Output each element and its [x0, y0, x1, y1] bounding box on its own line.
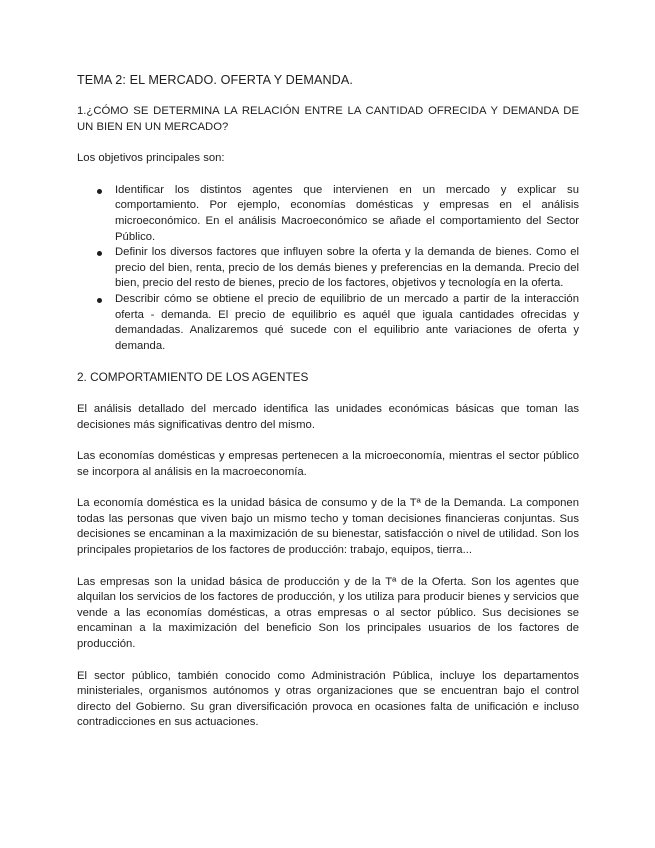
- objectives-intro: Los objetivos principales son:: [77, 152, 225, 165]
- list-item-text: Definir los diversos factores que influyen sobre la oferta y la demanda de bienes. Como el precio del bien, renta, precio de los demás bienes y preferencias en la demanda. Precio del bien, precio del resto de bienes, precio de los factores, objetivos y tecnología en la oferta.: [115, 246, 579, 290]
- list-item: [77, 183, 579, 245]
- paragraph: Las empresas son la unidad básica de producción y de la Tª de la Oferta. Son los agentes que alquilan los servicios de los factores de producción, y los utiliza para producir bienes y servicios que vende a las economías domésticas, a otras empresas o al sector público. Sus decisiones se encaminan a la maximización del beneficio Son los principales usuarios de los factores de producción.: [77, 575, 579, 651]
- document-title: TEMA 2: EL MERCADO. OFERTA Y DEMANDA.: [77, 73, 353, 87]
- bullet-icon: [97, 189, 102, 194]
- bullet-icon: [97, 251, 102, 256]
- list-item-text: Describir cómo se obtiene el precio de equilibrio de un mercado a partir de la interacción oferta - demanda. El precio de equilibrio es aquél que iguala cantidades ofrecidas y demandadas. Analizaremos qué sucede con el equilibrio ante variaciones de oferta y demanda.: [115, 292, 579, 352]
- paragraph: El sector público, también conocido como Administración Pública, incluye los departamentos ministeriales, organismos autónomos y otras organizaciones que se encuentran bajo el control directo del Gobierno. Su gran diversificación provoca en ocasiones falta de unificación e incluso contradicciones en sus actuaciones.: [77, 669, 579, 729]
- paragraph: Las economías domésticas y empresas pertenecen a la microeconomía, mientras el sector público se incorpora al análisis en la macroeconomía.: [77, 450, 579, 478]
- document-page: [77, 72, 579, 747]
- list-item-text: Identificar los distintos agentes que intervienen en un mercado y explicar su comportamiento. Por ejemplo, economías domésticas y empresas en el análisis microeconómico. En el análisis Macroeconómico se añade el comportamiento del Sector Público.: [115, 183, 579, 243]
- bullet-icon: [97, 298, 102, 303]
- list-item: [77, 245, 579, 292]
- paragraph: La economía doméstica es la unidad básica de consumo y de la Tª de la Demanda. La componen todas las personas que viven bajo un mismo techo y toman decisiones financieras conjuntas. Sus decisiones se encaminan a la maximización de su bienestar, satisfacción o nivel de utilidad. Son los principales propietarios de los factores de producción: trabajo, equipos, tierra...: [77, 497, 579, 557]
- section-2-heading: 2. COMPORTAMIENTO DE LOS AGENTES: [77, 370, 309, 385]
- list-item: [77, 292, 579, 354]
- paragraph: El análisis detallado del mercado identifica las unidades económicas básicas que toman las decisiones más significativas dentro del mismo.: [77, 402, 579, 431]
- section-1-heading: 1.¿CÓMO SE DETERMINA LA RELACIÓN ENTRE LA CANTIDAD OFRECIDA Y DEMANDA DE UN BIEN EN UN MERCADO?: [77, 105, 579, 133]
- objectives-list: [77, 183, 579, 355]
